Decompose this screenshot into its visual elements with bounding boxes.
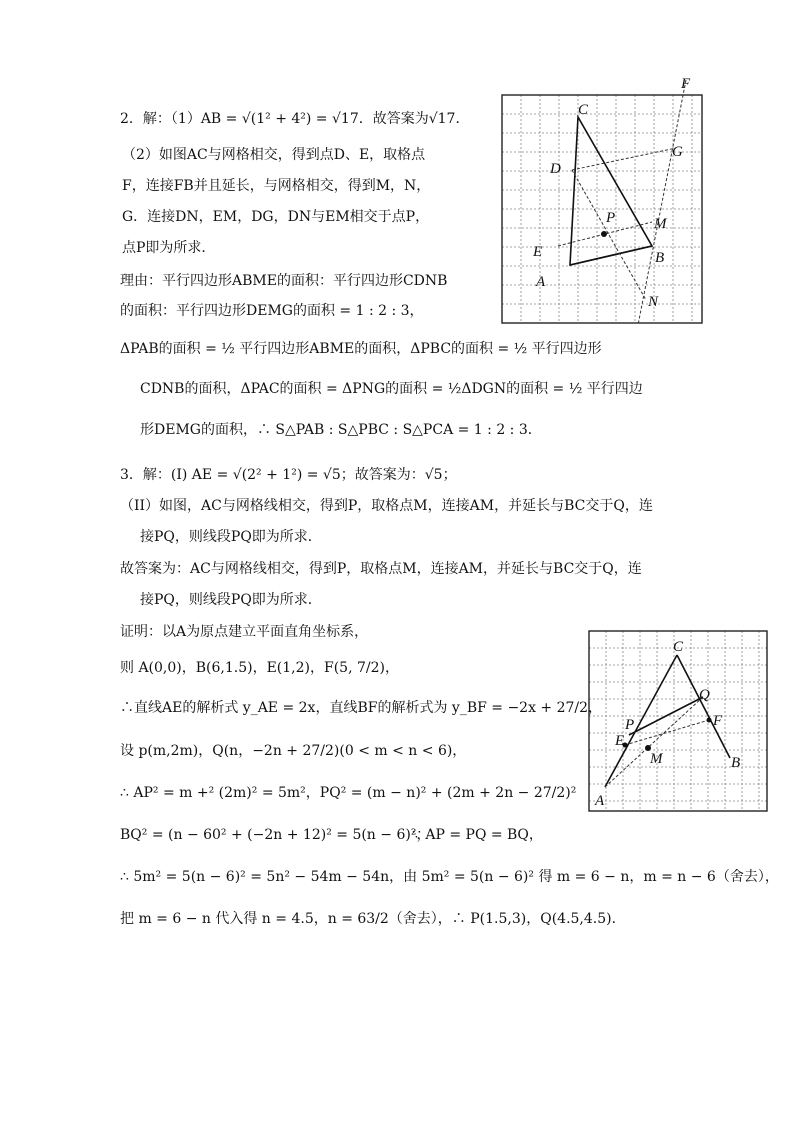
- p2-label-g: G: [672, 144, 683, 160]
- p3-line-10: ∴ AP² = m +² (2m)² = 5m²，PQ² = (m − n)² + (2m + 2n − 27/2)²: [120, 785, 577, 801]
- p3-line-2: （II）如图，AC与网格线相交，得到P，取格点M，连接AM，并延长与BC交于Q，连: [120, 498, 653, 514]
- p3-line-ef: [625, 720, 709, 745]
- p3-line-5: 接PQ，则线段PQ即为所求．: [140, 592, 322, 608]
- p2-line-1-text: 2．解：（1）AB = √(1² + 4²) = √17．故答案为√17．: [120, 111, 470, 127]
- p3-label-q: Q: [699, 687, 710, 703]
- p3-label-a: A: [595, 793, 605, 809]
- p2-line-10: 形DEMG的面积，∴ S△PAB : S△PBC : S△PCA = 1 : 2 : 3．: [140, 422, 542, 438]
- p2-line-2: （2）如图AC与网格相交，得到点D、E，取格点: [122, 147, 426, 163]
- p2-label-n: N: [648, 294, 659, 310]
- p2-label-f: F: [681, 76, 691, 92]
- p2-label-m: M: [654, 216, 667, 232]
- p3-grid-figure: [585, 625, 770, 815]
- p2-label-b: B: [655, 250, 665, 266]
- p2-line-ab: [570, 246, 652, 265]
- p3-line-12: ∵ AP = PQ = BQ，: [412, 827, 543, 843]
- p2-point-p: [601, 231, 607, 237]
- p3-line-11: BQ² = (n − 60² + (−2n + 12)² = 5(n − 6)²，: [120, 827, 431, 843]
- p2-line-6: 理由：平行四边形ABME的面积：平行四边形CDNB: [120, 273, 448, 289]
- p3-line-6: 证明：以A为原点建立平面直角坐标系，: [120, 624, 369, 640]
- p3-line-13: ∴ 5m² = 5(n − 6)² = 5n² − 54m − 54n，由 5m² = 5(n − 6)² 得 m = 6 − n，m = n − 6（舍去），: [120, 869, 779, 885]
- p2-line-4: G．连接DN，EM，DG，DN与EM相交于点P，: [122, 209, 430, 225]
- p3-label-c: C: [673, 639, 684, 655]
- p2-line-3: F，连接FB并且延长，与网格相交，得到M，N，: [122, 178, 431, 194]
- p3-line-8: ∴直线AE的解析式 y_AE = 2x，直线BF的解析式为 y_BF = −2x + 27/2，: [120, 700, 603, 716]
- p2-line-7: 的面积：平行四边形DEMG的面积 = 1 : 2 : 3，: [120, 303, 424, 319]
- p3-label-e: E: [615, 733, 625, 749]
- p2-label-d: D: [550, 161, 561, 177]
- p2-label-a: A: [536, 274, 546, 290]
- p3-line-1: 3．解：(I) AE = √(2² + 1²) = √5；故答案为：√5；: [120, 467, 457, 483]
- p2-grid-figure: [498, 70, 708, 330]
- p2-line-dg: [572, 148, 676, 170]
- p2-line-fb: [638, 80, 686, 325]
- p3-label-p: P: [625, 717, 635, 733]
- p2-label-c: C: [578, 102, 589, 118]
- p2-line-5: 点P即为所求．: [122, 240, 216, 256]
- p3-label-f: F: [713, 713, 723, 729]
- p3-line-14: 把 m = 6 − n 代入得 n = 4.5，n = 63/2（舍去），∴ P(1.5,3)，Q(4.5,4.5)．: [120, 911, 626, 927]
- p3-line-9: 设 p(m,2m)，Q(n，−2n + 27/2)(0 < m < n < 6)，: [120, 743, 467, 759]
- p2-triangle-abc: [570, 117, 652, 265]
- p3-label-m: M: [650, 751, 663, 767]
- p2-line-9: CDNB的面积，ΔPAC的面积 = ΔPNG的面积 = ½ΔDGN的面积 = ½ 平行四边: [140, 381, 643, 397]
- p3-line-3: 接PQ，则线段PQ即为所求．: [140, 529, 322, 545]
- p2-label-p: P: [606, 210, 616, 226]
- p2-line-8: ΔPAB的面积 = ½ 平行四边形ABME的面积，ΔPBC的面积 = ½ 平行四边形: [120, 341, 602, 357]
- p2-line-1: [120, 110, 469, 128]
- p3-label-b: B: [731, 755, 741, 771]
- p2-label-e: E: [533, 244, 543, 260]
- p3-point-f: [707, 718, 712, 723]
- p3-line-4: 故答案为：AC与网格线相交，得到P，取格点M，连接AM，并延长与BC交于Q，连: [120, 561, 642, 577]
- p2-grid: [502, 95, 702, 323]
- p3-line-7: 则 A(0,0)，B(6,1.5)，E(1,2)，F(5, 7/2)，: [120, 660, 399, 676]
